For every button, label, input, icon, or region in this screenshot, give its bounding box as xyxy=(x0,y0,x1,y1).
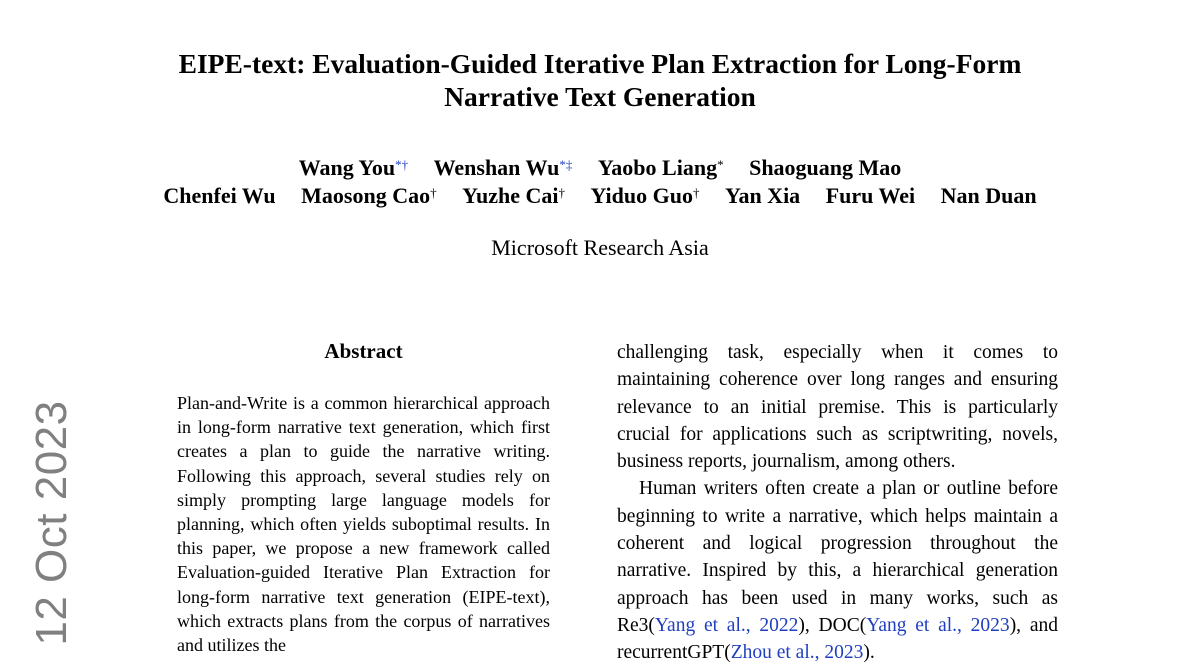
citation-link[interactable]: Zhou et al., 2023 xyxy=(730,642,864,664)
citation-link[interactable]: Yang et al., 2023 xyxy=(866,614,1010,636)
intro-paragraph: Human writers often create a plan or outline before beginning to write a narrative, which helps maintain a coherent and logical progression throughout the narrative. Inspired by this, a hierarchical generation approach has been used in many works, such as Re3(Yang et al., 2022), DOC(Yang et al., 2023), and recurrentGPT(Zhou et al., 2023). xyxy=(617,478,1058,664)
author: Yan Xia xyxy=(725,183,801,208)
author-list-row-2 xyxy=(0,183,1200,209)
author-list-row-1 xyxy=(0,155,1200,181)
affiliation: Microsoft Research Asia xyxy=(491,235,709,260)
author: Furu Wei xyxy=(825,183,916,208)
citation-link[interactable]: Yang et al., 2022 xyxy=(654,614,799,636)
paper-title-line-2: Narrative Text Generation xyxy=(444,81,756,112)
abstract-heading: Abstract xyxy=(324,339,403,363)
author-footnote-mark: * xyxy=(717,157,724,172)
author: Nan Duan xyxy=(940,183,1037,208)
author-footnote-mark[interactable]: *‡ xyxy=(559,157,573,172)
paper-title xyxy=(100,47,1100,113)
author: Wang You*† xyxy=(298,155,409,180)
author: Shaoguang Mao xyxy=(749,155,902,180)
author: Maosong Cao† xyxy=(301,183,437,208)
intro-paragraph: challenging task, especially when it comes to maintaining coherence over long ranges and ensuring relevance to an initial premise. This is particularly crucial for applications such as scriptwriting, novels, business reports, journalism, among others. xyxy=(617,342,1058,473)
author: Wenshan Wu*‡ xyxy=(433,155,573,180)
author-footnote-mark: † xyxy=(430,185,437,200)
author-footnote-mark[interactable]: *† xyxy=(395,157,409,172)
author-footnote-mark: † xyxy=(558,185,565,200)
abstract-text: Plan-and-Write is a common hierarchical approach in long-form narrative text generation, which first creates a plan to guide the narrative writing. Following this approach, several studies rely on simply prompting large language models for planning, which often yields suboptimal results. In this paper, we propose a new framework called Evaluation-guided Iterative Plan Extraction for long-form narrative text generation (EIPE-text), which extracts plans from the corpus of narratives and utilizes the xyxy=(177,393,550,656)
arxiv-date-stamp: 12 Oct 2023 xyxy=(27,400,76,646)
introduction-column xyxy=(617,339,1058,667)
author-footnote-mark: † xyxy=(693,185,700,200)
paper-title-line-1: EIPE-text: Evaluation-Guided Iterative Plan Extraction for Long-Form xyxy=(178,48,1022,79)
author: Yuzhe Cai† xyxy=(462,183,565,208)
author: Chenfei Wu xyxy=(163,183,276,208)
author: Yaobo Liang* xyxy=(597,155,724,180)
author: Yiduo Guo† xyxy=(590,183,700,208)
